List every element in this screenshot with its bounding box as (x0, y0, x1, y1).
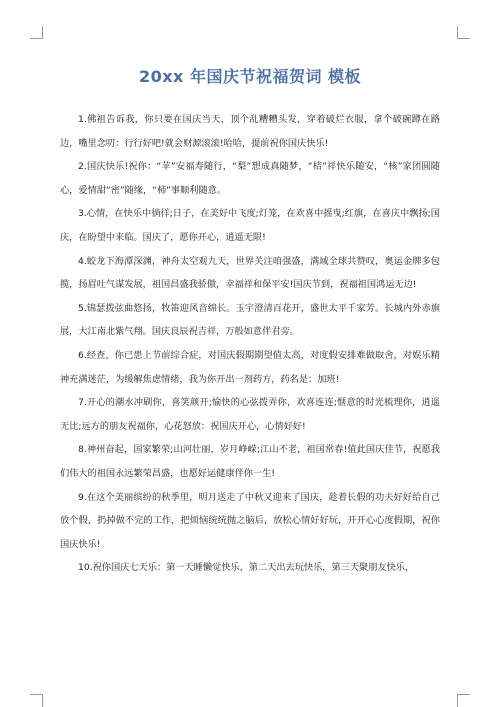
paragraph-10: 10.祝你国庆七天乐：第一天睡懒觉快乐，第二天出去玩快乐，第三天聚朋友快乐， (78, 562, 415, 574)
page-corner-mark-top-right (457, 26, 470, 39)
paragraph-3: 3.心情，在快乐中徜徉;日子，在美好中飞度;灯笼，在欢喜中摇曳;红旗，在喜庆中飘扬;国庆，在盼望中来临。国庆了，愿你开心，逍遥无限! (60, 208, 440, 243)
paragraph-8: 8.神州奋起，国家繁荣;山河壮丽，岁月峥嵘;江山不老，祖国常春!值此国庆佳节，祝愿我们伟大的祖国永远繁荣昌盛，也愿好运健康伴你一生! (60, 444, 440, 479)
page-corner-mark-bottom-right (457, 694, 470, 707)
paragraph-7: 7.开心的潮水冲刷你，喜笑颜开;愉快的心弦拨弄你，欢喜连连;惬意的时光梳理你，逍遥无比;远方的朋友祝福你，心花怒放：祝国庆开心，心情好好! (60, 397, 440, 432)
paragraph-2: 2.国庆快乐!祝你：“苹”安福寿随行，“梨”想成真随梦，“桔”祥快乐随安，“核”家团圆随心，爱情甜“密”随缘，“柿”事顺利随意。 (60, 161, 440, 196)
page-corner-mark-bottom-left (30, 694, 43, 707)
paragraph-5: 5.锦瑟拨弦曲悠扬，牧笛迎风音绵长。玉宇澄清百花开，盛世太平千家芳。长城内外赤旗展，大江南北紫气翔。国庆良辰祝吉祥，万般如意伴君旁。 (60, 302, 440, 338)
paragraph-9: 9.在这个美丽缤纷的秋季里，明月送走了中秋又迎来了国庆，趁着长假的功夫好好给自己放个假，扔掉做不完的工作，把烦恼统统抛之脑后，放松心情好好玩，开开心心度假期，祝你国庆快乐! (60, 491, 440, 550)
document-body (60, 108, 440, 580)
paragraph-4: 4.蛟龙下海潭深渊，神舟太空观九天，世界关注咱强盛，满域全球共赞叹，奥运金牌多包揽，扬眉吐气谋发展，祖国昌盛我骄傲，幸福祥和保平安!国庆节到，祝福祖国鸿运无边! (60, 255, 440, 291)
paragraph-1: 1.佛祖告诉我，你只要在国庆当天，顶个乱糟糟头发，穿着破烂衣服，拿个破碗蹲在路边，嘴里念叨：行行好吧!就会财源滚滚!哈哈，提前祝你国庆快乐! (60, 114, 440, 149)
document-title: 20xx 年国庆节祝福贺词 模板 (138, 67, 362, 86)
page-corner-mark-top-left (30, 26, 43, 39)
paragraph-6: 6.经查，你已患上节前综合症，对国庆假期期望值太高，对度假安排难做取舍，对娱乐精神充满迷茫，为缓解焦虑情绪，我为你开出一剂药方，药名是：加班! (60, 349, 440, 385)
